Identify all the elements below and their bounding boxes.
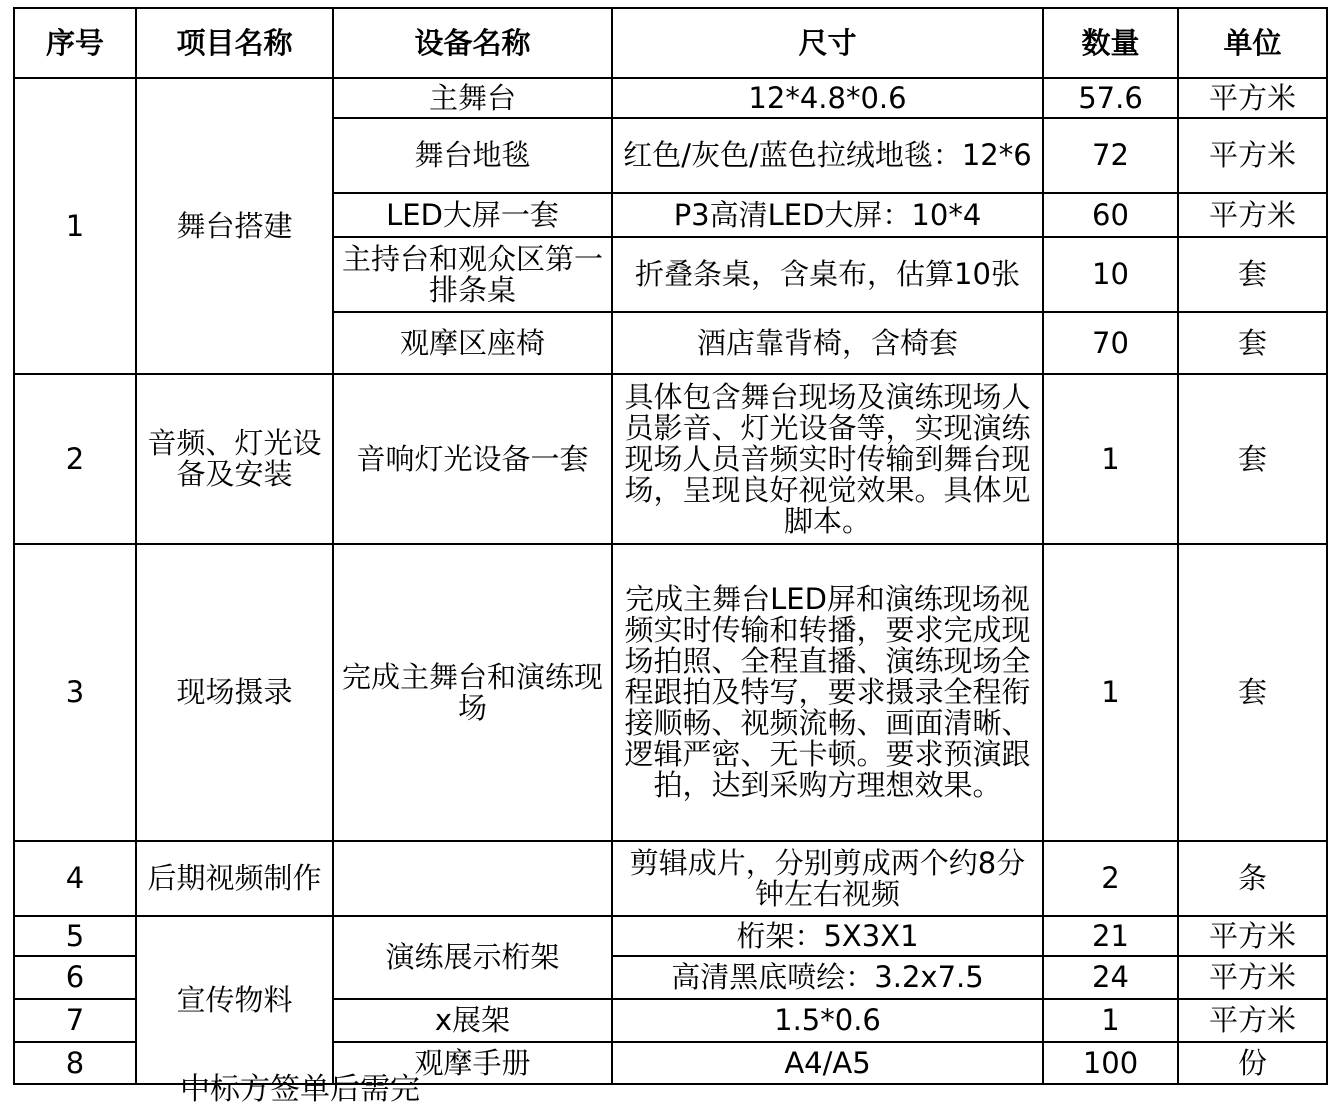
project-cell: 音频、灯光设备及安装 — [136, 374, 333, 544]
header-row — [14, 8, 1327, 78]
unit-cell: 平方米 — [1178, 78, 1327, 118]
device-cell: 主持台和观众区第一排条桌 — [333, 237, 612, 312]
table-row — [14, 374, 1327, 544]
qty-cell: 1 — [1043, 999, 1178, 1042]
size-cell: 完成主舞台LED屏和演练现场视频实时传输和转播，要求完成现场拍照、全程直播、演练现场全程跟拍及特写，要求摄录全程衔接顺畅、视频流畅、画面清晰、逻辑严密、无卡顿。要求预演跟拍，达到采购方理想效果。 — [612, 544, 1043, 841]
unit-cell: 份 — [1178, 1042, 1327, 1084]
unit-cell: 套 — [1178, 237, 1327, 312]
size-cell: 1.5*0.6 — [612, 999, 1043, 1042]
row-no-cell: 3 — [14, 544, 136, 841]
footer-text-partial: 中标方签单后需完 — [180, 1072, 420, 1107]
unit-cell: 平方米 — [1178, 916, 1327, 956]
table-row — [14, 78, 1327, 118]
unit-cell: 套 — [1178, 374, 1327, 544]
row-no-cell: 6 — [14, 956, 136, 999]
header-unit: 单位 — [1178, 8, 1327, 78]
qty-cell: 21 — [1043, 916, 1178, 956]
table-row — [14, 841, 1327, 916]
qty-cell: 100 — [1043, 1042, 1178, 1084]
device-cell — [333, 841, 612, 916]
project-cell: 现场摄录 — [136, 544, 333, 841]
device-cell: 舞台地毯 — [333, 118, 612, 193]
table-row — [14, 544, 1327, 841]
device-cell: x展架 — [333, 999, 612, 1042]
size-cell: P3高清LED大屏：10*4 — [612, 193, 1043, 237]
header-project: 项目名称 — [136, 8, 333, 78]
qty-cell: 72 — [1043, 118, 1178, 193]
unit-cell: 平方米 — [1178, 956, 1327, 999]
qty-cell: 24 — [1043, 956, 1178, 999]
device-cell: 完成主舞台和演练现场 — [333, 544, 612, 841]
header-qty: 数量 — [1043, 8, 1178, 78]
size-cell: 红色/灰色/蓝色拉绒地毯：12*6 — [612, 118, 1043, 193]
size-cell: 具体包含舞台现场及演练现场人员影音、灯光设备等，实现演练现场人员音频实时传输到舞台现场，呈现良好视觉效果。具体见脚本。 — [612, 374, 1043, 544]
project-cell: 后期视频制作 — [136, 841, 333, 916]
unit-cell: 平方米 — [1178, 999, 1327, 1042]
unit-cell: 套 — [1178, 312, 1327, 374]
table-row — [14, 916, 1327, 956]
size-cell: 12*4.8*0.6 — [612, 78, 1043, 118]
equipment-table — [13, 7, 1328, 1085]
qty-cell: 1 — [1043, 544, 1178, 841]
qty-cell: 2 — [1043, 841, 1178, 916]
size-cell: A4/A5 — [612, 1042, 1043, 1084]
qty-cell: 60 — [1043, 193, 1178, 237]
project-cell: 宣传物料 — [136, 916, 333, 1084]
size-cell: 桁架：5X3X1 — [612, 916, 1043, 956]
size-cell: 酒店靠背椅，含椅套 — [612, 312, 1043, 374]
device-cell: 观摩手册 — [333, 1042, 612, 1084]
device-cell: 演练展示桁架 — [333, 916, 612, 999]
device-cell: LED大屏一套 — [333, 193, 612, 237]
device-cell: 主舞台 — [333, 78, 612, 118]
unit-cell: 平方米 — [1178, 193, 1327, 237]
size-cell: 高清黑底喷绘：3.2x7.5 — [612, 956, 1043, 999]
unit-cell: 平方米 — [1178, 118, 1327, 193]
qty-cell: 10 — [1043, 237, 1178, 312]
row-no-cell: 4 — [14, 841, 136, 916]
qty-cell: 57.6 — [1043, 78, 1178, 118]
row-no-cell: 2 — [14, 374, 136, 544]
row-no-cell: 5 — [14, 916, 136, 956]
device-cell: 音响灯光设备一套 — [333, 374, 612, 544]
header-device: 设备名称 — [333, 8, 612, 78]
size-cell: 折叠条桌，含桌布，估算10张 — [612, 237, 1043, 312]
row-no-cell: 1 — [14, 78, 136, 374]
row-no-cell: 8 — [14, 1042, 136, 1084]
unit-cell: 条 — [1178, 841, 1327, 916]
size-cell: 剪辑成片，分别剪成两个约8分钟左右视频 — [612, 841, 1043, 916]
qty-cell: 70 — [1043, 312, 1178, 374]
project-cell: 舞台搭建 — [136, 78, 333, 374]
device-cell: 观摩区座椅 — [333, 312, 612, 374]
row-no-cell: 7 — [14, 999, 136, 1042]
header-size: 尺寸 — [612, 8, 1043, 78]
unit-cell: 套 — [1178, 544, 1327, 841]
header-no: 序号 — [14, 8, 136, 78]
qty-cell: 1 — [1043, 374, 1178, 544]
